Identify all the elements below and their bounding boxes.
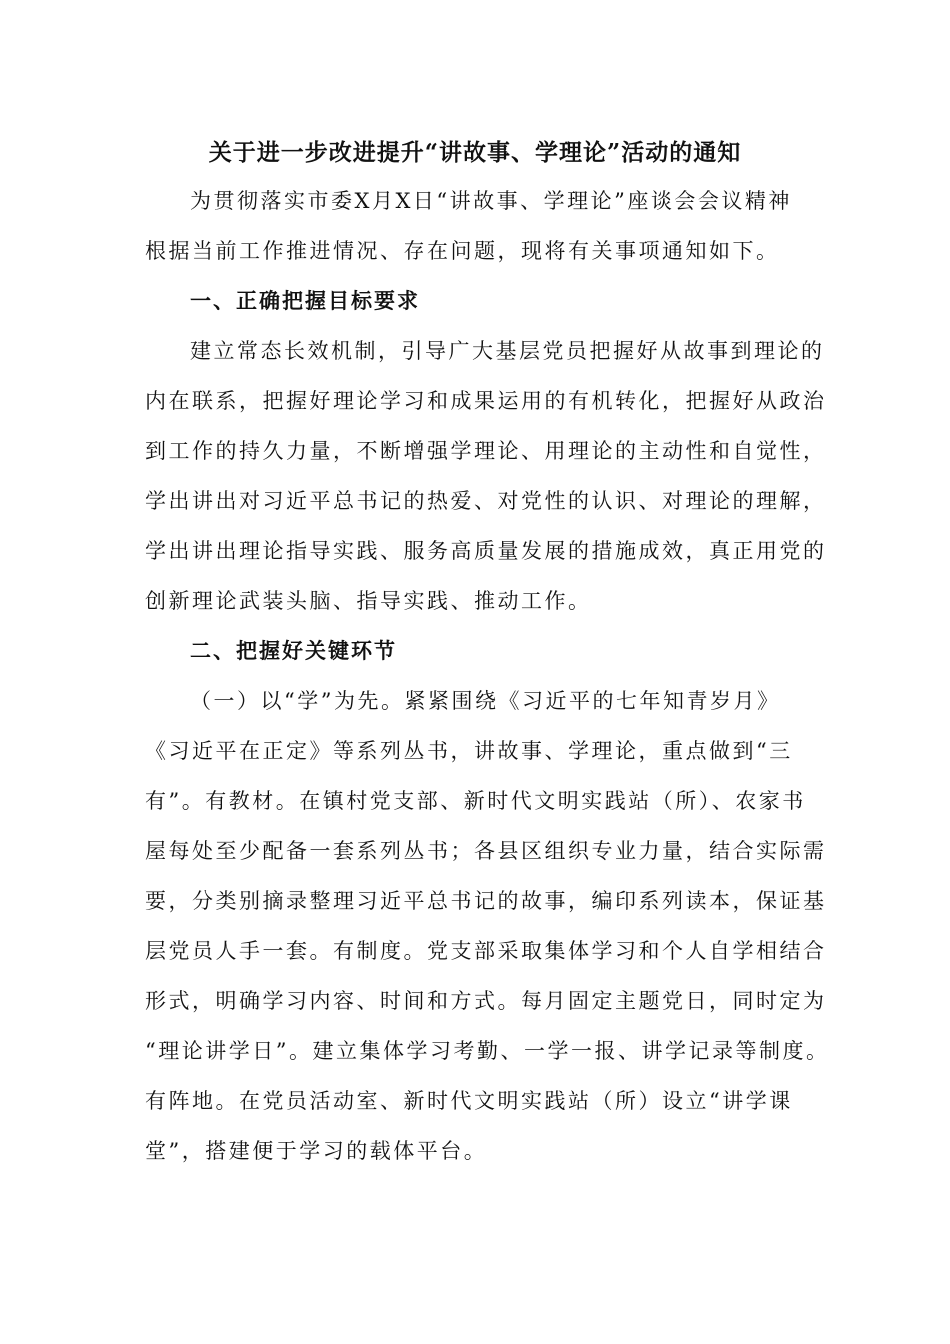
section2-line-2: 《习近平在正定》等系列丛书，讲故事、学理论，重点做到“三 (145, 739, 793, 763)
section1-line-2: 内在联系，把握好理论学习和成果运用的有机转化，把握好从政治 (145, 389, 827, 413)
document-title: 关于进一步改进提升“讲故事、学理论”活动的通知 (208, 139, 742, 166)
section2-line-4: 屋每处至少配备一套系列丛书；各县区组织专业力量，结合实际需 (145, 839, 827, 863)
section2-line-10: 堂”，搭建便于学习的载体平台。 (145, 1139, 488, 1163)
section1-line-3: 到工作的持久力量，不断增强学理论、用理论的主动性和自觉性， (145, 439, 827, 463)
intro-line-2: 根据当前工作推进情况、存在问题，现将有关事项通知如下。 (145, 239, 780, 263)
section2-line-8: “理论讲学日”。建立集体学习考勤、一学一报、讲学记录等制度。 (145, 1039, 830, 1063)
section1-line-5: 学出讲出理论指导实践、服务高质量发展的措施成效，真正用党的 (145, 539, 827, 563)
section1-line-4: 学出讲出对习近平总书记的热爱、对党性的认识、对理论的理解， (145, 489, 827, 513)
section1-heading: 一、正确把握目标要求 (190, 288, 420, 313)
section2-line-5: 要，分类别摘录整理习近平总书记的故事，编印系列读本，保证基 (145, 889, 827, 913)
intro-line-1: 为贯彻落实市委X月X日“讲故事、学理论”座谈会会议精神 (190, 189, 792, 213)
section2-line-3: 有”。有教材。在镇村党支部、新时代文明实践站（所）、农家书 (145, 789, 806, 813)
section2-line-6: 层党员人手一套。有制度。党支部采取集体学习和个人自学相结合 (145, 939, 827, 963)
section1-line-1: 建立常态长效机制，引导广大基层党员把握好从故事到理论的 (190, 339, 825, 363)
section1-line-6: 创新理论武装头脑、指导实践、推动工作。 (145, 589, 592, 613)
section2-heading: 二、把握好关键环节 (190, 638, 397, 663)
section2-line-9: 有阵地。在党员活动室、新时代文明实践站（所）设立“讲学课 (145, 1089, 793, 1113)
section2-line-1: （一）以“学”为先。紧紧围绕《习近平的七年知青岁月》 (190, 689, 781, 713)
section2-line-7: 形式，明确学习内容、时间和方式。每月固定主题党日，同时定为 (145, 989, 827, 1013)
